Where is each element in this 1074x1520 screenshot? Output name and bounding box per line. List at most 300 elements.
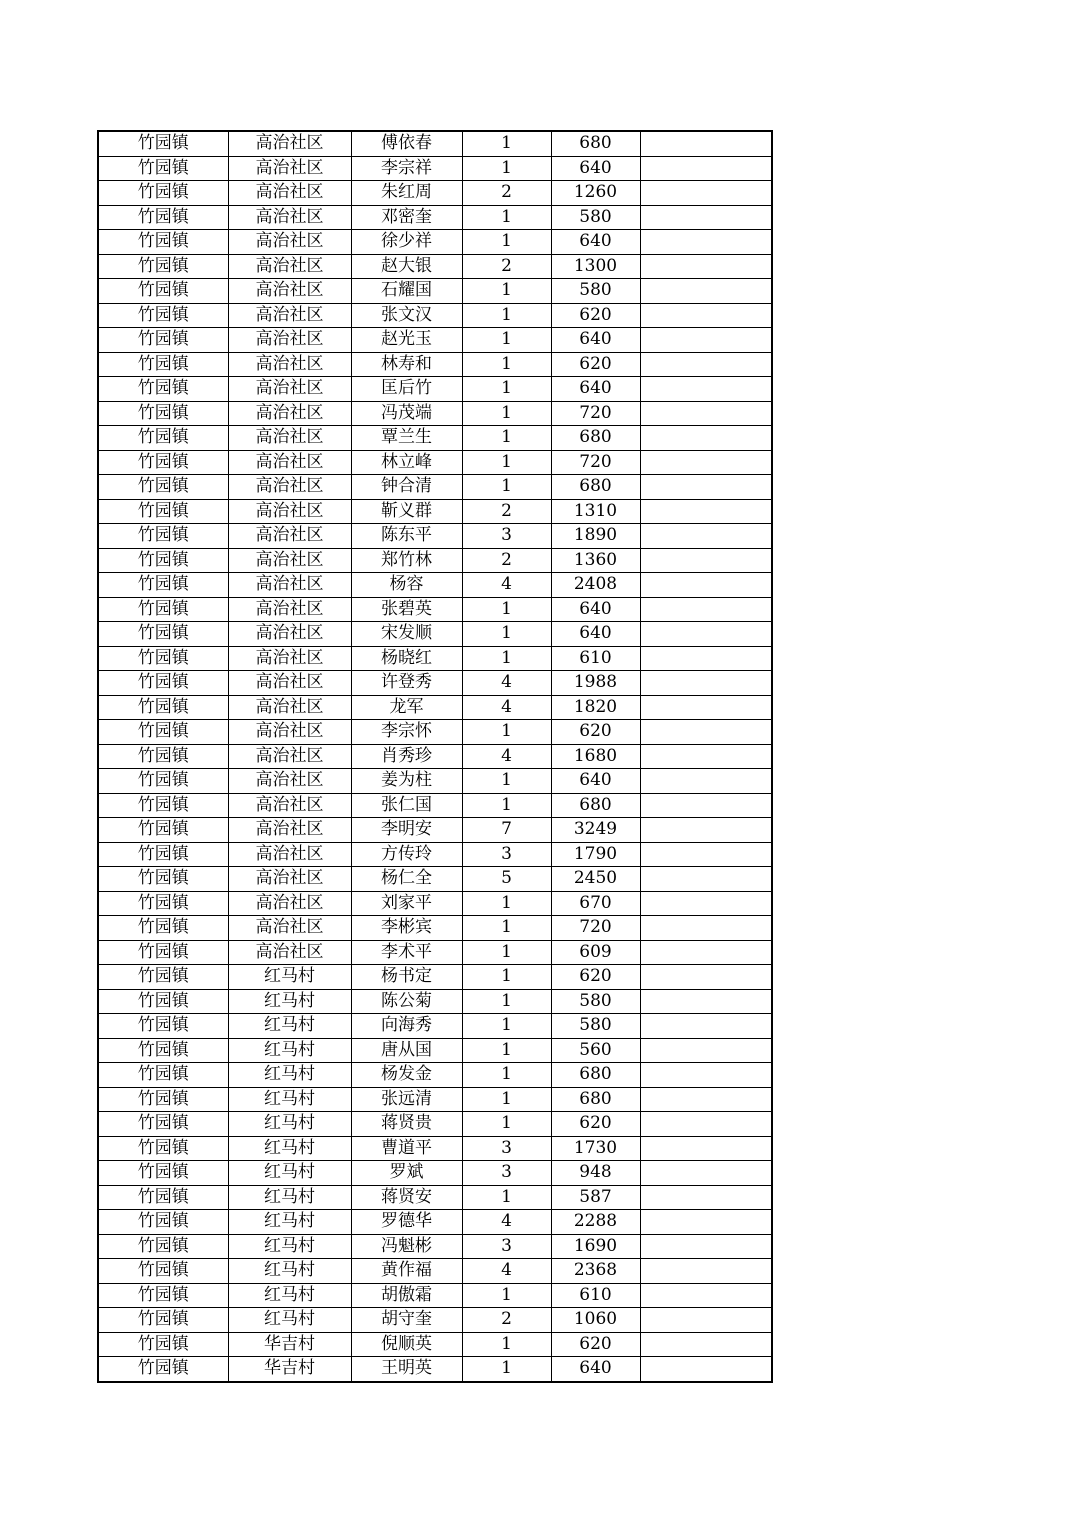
village-cell: 高治社区 xyxy=(228,818,351,843)
village-cell: 高治社区 xyxy=(228,377,351,402)
amount-cell: 580 xyxy=(551,205,640,230)
town-cell: 竹园镇 xyxy=(98,1014,228,1039)
town-cell: 竹园镇 xyxy=(98,1234,228,1259)
count-cell: 1 xyxy=(462,475,551,500)
village-cell: 高治社区 xyxy=(228,328,351,353)
village-cell: 高治社区 xyxy=(228,793,351,818)
name-cell: 匡后竹 xyxy=(351,377,462,402)
name-cell: 郑竹林 xyxy=(351,548,462,573)
name-cell: 倪顺英 xyxy=(351,1332,462,1357)
town-cell: 竹园镇 xyxy=(98,1332,228,1357)
amount-cell: 640 xyxy=(551,230,640,255)
count-cell: 1 xyxy=(462,989,551,1014)
village-cell: 红马村 xyxy=(228,1136,351,1161)
name-cell: 石耀国 xyxy=(351,279,462,304)
village-cell: 高治社区 xyxy=(228,181,351,206)
table-row xyxy=(98,842,772,867)
village-cell: 高治社区 xyxy=(228,131,351,156)
note-cell xyxy=(640,720,772,745)
note-cell xyxy=(640,1063,772,1088)
town-cell: 竹园镇 xyxy=(98,842,228,867)
name-cell: 许登秀 xyxy=(351,671,462,696)
town-cell: 竹园镇 xyxy=(98,793,228,818)
note-cell xyxy=(640,499,772,524)
town-cell: 竹园镇 xyxy=(98,426,228,451)
town-cell: 竹园镇 xyxy=(98,891,228,916)
note-cell xyxy=(640,671,772,696)
town-cell: 竹园镇 xyxy=(98,279,228,304)
village-cell: 高治社区 xyxy=(228,769,351,794)
table-body xyxy=(98,131,772,1382)
count-cell: 2 xyxy=(462,1308,551,1333)
table-row xyxy=(98,646,772,671)
table-row xyxy=(98,352,772,377)
amount-cell: 2408 xyxy=(551,573,640,598)
count-cell: 2 xyxy=(462,181,551,206)
amount-cell: 720 xyxy=(551,401,640,426)
village-cell: 高治社区 xyxy=(228,646,351,671)
note-cell xyxy=(640,254,772,279)
name-cell: 陈公菊 xyxy=(351,989,462,1014)
name-cell: 徐少祥 xyxy=(351,230,462,255)
amount-cell: 620 xyxy=(551,965,640,990)
note-cell xyxy=(640,181,772,206)
amount-cell: 620 xyxy=(551,352,640,377)
table-row xyxy=(98,867,772,892)
count-cell: 3 xyxy=(462,1161,551,1186)
note-cell xyxy=(640,1112,772,1137)
name-cell: 林寿和 xyxy=(351,352,462,377)
village-cell: 高治社区 xyxy=(228,352,351,377)
amount-cell: 1260 xyxy=(551,181,640,206)
village-cell: 高治社区 xyxy=(228,720,351,745)
note-cell xyxy=(640,867,772,892)
table-row xyxy=(98,524,772,549)
village-cell: 红马村 xyxy=(228,989,351,1014)
amount-cell: 3249 xyxy=(551,818,640,843)
name-cell: 傅依春 xyxy=(351,131,462,156)
village-cell: 华吉村 xyxy=(228,1357,351,1382)
village-cell: 红马村 xyxy=(228,1234,351,1259)
count-cell: 1 xyxy=(462,720,551,745)
town-cell: 竹园镇 xyxy=(98,328,228,353)
amount-cell: 680 xyxy=(551,1063,640,1088)
note-cell xyxy=(640,916,772,941)
amount-cell: 640 xyxy=(551,622,640,647)
note-cell xyxy=(640,1210,772,1235)
village-cell: 红马村 xyxy=(228,1087,351,1112)
town-cell: 竹园镇 xyxy=(98,646,228,671)
name-cell: 李宗怀 xyxy=(351,720,462,745)
data-table xyxy=(97,130,773,1383)
amount-cell: 680 xyxy=(551,1087,640,1112)
amount-cell: 1730 xyxy=(551,1136,640,1161)
name-cell: 罗德华 xyxy=(351,1210,462,1235)
count-cell: 1 xyxy=(462,1038,551,1063)
town-cell: 竹园镇 xyxy=(98,1283,228,1308)
note-cell xyxy=(640,646,772,671)
village-cell: 高治社区 xyxy=(228,695,351,720)
town-cell: 竹园镇 xyxy=(98,548,228,573)
amount-cell: 948 xyxy=(551,1161,640,1186)
note-cell xyxy=(640,1357,772,1382)
note-cell xyxy=(640,401,772,426)
table-row xyxy=(98,891,772,916)
note-cell xyxy=(640,597,772,622)
name-cell: 唐从国 xyxy=(351,1038,462,1063)
town-cell: 竹园镇 xyxy=(98,1038,228,1063)
name-cell: 赵光玉 xyxy=(351,328,462,353)
name-cell: 张仁国 xyxy=(351,793,462,818)
amount-cell: 1890 xyxy=(551,524,640,549)
table-row xyxy=(98,1332,772,1357)
count-cell: 1 xyxy=(462,131,551,156)
amount-cell: 2288 xyxy=(551,1210,640,1235)
count-cell: 4 xyxy=(462,695,551,720)
town-cell: 竹园镇 xyxy=(98,1087,228,1112)
name-cell: 钟合清 xyxy=(351,475,462,500)
amount-cell: 560 xyxy=(551,1038,640,1063)
amount-cell: 680 xyxy=(551,426,640,451)
count-cell: 4 xyxy=(462,744,551,769)
amount-cell: 680 xyxy=(551,475,640,500)
amount-cell: 640 xyxy=(551,328,640,353)
village-cell: 高治社区 xyxy=(228,524,351,549)
count-cell: 1 xyxy=(462,303,551,328)
amount-cell: 720 xyxy=(551,916,640,941)
town-cell: 竹园镇 xyxy=(98,1112,228,1137)
table-row xyxy=(98,328,772,353)
name-cell: 林立峰 xyxy=(351,450,462,475)
count-cell: 4 xyxy=(462,573,551,598)
note-cell xyxy=(640,1038,772,1063)
amount-cell: 1690 xyxy=(551,1234,640,1259)
amount-cell: 620 xyxy=(551,720,640,745)
village-cell: 红马村 xyxy=(228,1161,351,1186)
count-cell: 1 xyxy=(462,230,551,255)
name-cell: 蒋贤安 xyxy=(351,1185,462,1210)
name-cell: 曹道平 xyxy=(351,1136,462,1161)
table-row xyxy=(98,818,772,843)
town-cell: 竹园镇 xyxy=(98,622,228,647)
village-cell: 高治社区 xyxy=(228,622,351,647)
town-cell: 竹园镇 xyxy=(98,524,228,549)
amount-cell: 1790 xyxy=(551,842,640,867)
count-cell: 1 xyxy=(462,1014,551,1039)
name-cell: 李术平 xyxy=(351,940,462,965)
name-cell: 肖秀珍 xyxy=(351,744,462,769)
table-row xyxy=(98,769,772,794)
village-cell: 高治社区 xyxy=(228,254,351,279)
name-cell: 张碧英 xyxy=(351,597,462,622)
table-row xyxy=(98,1136,772,1161)
note-cell xyxy=(640,352,772,377)
town-cell: 竹园镇 xyxy=(98,769,228,794)
town-cell: 竹园镇 xyxy=(98,1308,228,1333)
town-cell: 竹园镇 xyxy=(98,1161,228,1186)
name-cell: 方传玲 xyxy=(351,842,462,867)
village-cell: 高治社区 xyxy=(228,450,351,475)
table-row xyxy=(98,720,772,745)
note-cell xyxy=(640,279,772,304)
table-row xyxy=(98,965,772,990)
count-cell: 1 xyxy=(462,205,551,230)
town-cell: 竹园镇 xyxy=(98,1185,228,1210)
name-cell: 李明安 xyxy=(351,818,462,843)
count-cell: 3 xyxy=(462,842,551,867)
table-row xyxy=(98,989,772,1014)
note-cell xyxy=(640,1161,772,1186)
amount-cell: 640 xyxy=(551,769,640,794)
count-cell: 1 xyxy=(462,279,551,304)
village-cell: 红马村 xyxy=(228,1014,351,1039)
table-row xyxy=(98,597,772,622)
count-cell: 5 xyxy=(462,867,551,892)
note-cell xyxy=(640,622,772,647)
count-cell: 1 xyxy=(462,646,551,671)
village-cell: 高治社区 xyxy=(228,205,351,230)
town-cell: 竹园镇 xyxy=(98,401,228,426)
table-row xyxy=(98,744,772,769)
town-cell: 竹园镇 xyxy=(98,744,228,769)
village-cell: 高治社区 xyxy=(228,573,351,598)
amount-cell: 1988 xyxy=(551,671,640,696)
note-cell xyxy=(640,1014,772,1039)
note-cell xyxy=(640,156,772,181)
note-cell xyxy=(640,131,772,156)
count-cell: 2 xyxy=(462,499,551,524)
table-row xyxy=(98,131,772,156)
village-cell: 高治社区 xyxy=(228,597,351,622)
amount-cell: 580 xyxy=(551,279,640,304)
town-cell: 竹园镇 xyxy=(98,181,228,206)
village-cell: 高治社区 xyxy=(228,867,351,892)
table-row xyxy=(98,205,772,230)
name-cell: 杨书定 xyxy=(351,965,462,990)
count-cell: 1 xyxy=(462,769,551,794)
town-cell: 竹园镇 xyxy=(98,205,228,230)
village-cell: 华吉村 xyxy=(228,1332,351,1357)
table-row xyxy=(98,1357,772,1382)
village-cell: 红马村 xyxy=(228,1063,351,1088)
table-row xyxy=(98,377,772,402)
table-row xyxy=(98,1283,772,1308)
note-cell xyxy=(640,450,772,475)
count-cell: 1 xyxy=(462,597,551,622)
town-cell: 竹园镇 xyxy=(98,965,228,990)
village-cell: 高治社区 xyxy=(228,671,351,696)
town-cell: 竹园镇 xyxy=(98,1210,228,1235)
name-cell: 靳义群 xyxy=(351,499,462,524)
name-cell: 李宗祥 xyxy=(351,156,462,181)
amount-cell: 680 xyxy=(551,131,640,156)
note-cell xyxy=(640,1136,772,1161)
table-row xyxy=(98,450,772,475)
table-row xyxy=(98,254,772,279)
note-cell xyxy=(640,695,772,720)
name-cell: 宋发顺 xyxy=(351,622,462,647)
amount-cell: 580 xyxy=(551,989,640,1014)
name-cell: 陈东平 xyxy=(351,524,462,549)
village-cell: 高治社区 xyxy=(228,548,351,573)
name-cell: 邓密奎 xyxy=(351,205,462,230)
name-cell: 罗斌 xyxy=(351,1161,462,1186)
note-cell xyxy=(640,989,772,1014)
note-cell xyxy=(640,573,772,598)
name-cell: 杨仁全 xyxy=(351,867,462,892)
amount-cell: 580 xyxy=(551,1014,640,1039)
table-row xyxy=(98,1087,772,1112)
count-cell: 2 xyxy=(462,548,551,573)
village-cell: 高治社区 xyxy=(228,279,351,304)
town-cell: 竹园镇 xyxy=(98,230,228,255)
town-cell: 竹园镇 xyxy=(98,916,228,941)
count-cell: 1 xyxy=(462,156,551,181)
table-row xyxy=(98,1185,772,1210)
table-row xyxy=(98,156,772,181)
count-cell: 1 xyxy=(462,1087,551,1112)
table-row xyxy=(98,695,772,720)
note-cell xyxy=(640,1185,772,1210)
town-cell: 竹园镇 xyxy=(98,695,228,720)
amount-cell: 609 xyxy=(551,940,640,965)
village-cell: 高治社区 xyxy=(228,303,351,328)
town-cell: 竹园镇 xyxy=(98,475,228,500)
count-cell: 1 xyxy=(462,622,551,647)
amount-cell: 720 xyxy=(551,450,640,475)
amount-cell: 1820 xyxy=(551,695,640,720)
village-cell: 高治社区 xyxy=(228,916,351,941)
table-row xyxy=(98,1014,772,1039)
name-cell: 杨容 xyxy=(351,573,462,598)
table-row xyxy=(98,1038,772,1063)
village-cell: 高治社区 xyxy=(228,940,351,965)
town-cell: 竹园镇 xyxy=(98,254,228,279)
note-cell xyxy=(640,1259,772,1284)
table-row xyxy=(98,401,772,426)
table-row xyxy=(98,1063,772,1088)
table-row xyxy=(98,1112,772,1137)
note-cell xyxy=(640,891,772,916)
count-cell: 1 xyxy=(462,1063,551,1088)
town-cell: 竹园镇 xyxy=(98,940,228,965)
count-cell: 4 xyxy=(462,1259,551,1284)
count-cell: 7 xyxy=(462,818,551,843)
village-cell: 红马村 xyxy=(228,1259,351,1284)
village-cell: 红马村 xyxy=(228,1038,351,1063)
name-cell: 冯茂端 xyxy=(351,401,462,426)
amount-cell: 620 xyxy=(551,1112,640,1137)
town-cell: 竹园镇 xyxy=(98,671,228,696)
town-cell: 竹园镇 xyxy=(98,303,228,328)
count-cell: 1 xyxy=(462,377,551,402)
name-cell: 朱红周 xyxy=(351,181,462,206)
amount-cell: 1360 xyxy=(551,548,640,573)
amount-cell: 1310 xyxy=(551,499,640,524)
count-cell: 1 xyxy=(462,940,551,965)
town-cell: 竹园镇 xyxy=(98,1259,228,1284)
table-row xyxy=(98,230,772,255)
count-cell: 1 xyxy=(462,426,551,451)
village-cell: 高治社区 xyxy=(228,426,351,451)
count-cell: 3 xyxy=(462,524,551,549)
note-cell xyxy=(640,769,772,794)
town-cell: 竹园镇 xyxy=(98,573,228,598)
name-cell: 胡守奎 xyxy=(351,1308,462,1333)
village-cell: 红马村 xyxy=(228,1210,351,1235)
town-cell: 竹园镇 xyxy=(98,450,228,475)
name-cell: 姜为柱 xyxy=(351,769,462,794)
note-cell xyxy=(640,1087,772,1112)
note-cell xyxy=(640,965,772,990)
name-cell: 黄作福 xyxy=(351,1259,462,1284)
amount-cell: 1680 xyxy=(551,744,640,769)
town-cell: 竹园镇 xyxy=(98,352,228,377)
table-row xyxy=(98,622,772,647)
count-cell: 3 xyxy=(462,1136,551,1161)
note-cell xyxy=(640,475,772,500)
note-cell xyxy=(640,548,772,573)
amount-cell: 640 xyxy=(551,597,640,622)
note-cell xyxy=(640,1234,772,1259)
village-cell: 红马村 xyxy=(228,1185,351,1210)
table-row xyxy=(98,793,772,818)
count-cell: 1 xyxy=(462,965,551,990)
count-cell: 3 xyxy=(462,1234,551,1259)
note-cell xyxy=(640,744,772,769)
table-row xyxy=(98,1161,772,1186)
town-cell: 竹园镇 xyxy=(98,867,228,892)
town-cell: 竹园镇 xyxy=(98,377,228,402)
town-cell: 竹园镇 xyxy=(98,989,228,1014)
note-cell xyxy=(640,524,772,549)
count-cell: 1 xyxy=(462,352,551,377)
village-cell: 高治社区 xyxy=(228,891,351,916)
village-cell: 高治社区 xyxy=(228,475,351,500)
note-cell xyxy=(640,230,772,255)
amount-cell: 620 xyxy=(551,1332,640,1357)
note-cell xyxy=(640,842,772,867)
village-cell: 高治社区 xyxy=(228,156,351,181)
name-cell: 刘家平 xyxy=(351,891,462,916)
name-cell: 龙军 xyxy=(351,695,462,720)
count-cell: 2 xyxy=(462,254,551,279)
amount-cell: 610 xyxy=(551,1283,640,1308)
town-cell: 竹园镇 xyxy=(98,597,228,622)
name-cell: 张文汉 xyxy=(351,303,462,328)
note-cell xyxy=(640,303,772,328)
town-cell: 竹园镇 xyxy=(98,720,228,745)
note-cell xyxy=(640,426,772,451)
village-cell: 高治社区 xyxy=(228,842,351,867)
table-row xyxy=(98,671,772,696)
table-row xyxy=(98,279,772,304)
village-cell: 红马村 xyxy=(228,1308,351,1333)
count-cell: 1 xyxy=(462,328,551,353)
town-cell: 竹园镇 xyxy=(98,1063,228,1088)
town-cell: 竹园镇 xyxy=(98,499,228,524)
amount-cell: 2368 xyxy=(551,1259,640,1284)
note-cell xyxy=(640,818,772,843)
table-row xyxy=(98,916,772,941)
amount-cell: 640 xyxy=(551,156,640,181)
table-row xyxy=(98,303,772,328)
count-cell: 4 xyxy=(462,671,551,696)
name-cell: 胡傲霜 xyxy=(351,1283,462,1308)
name-cell: 李彬宾 xyxy=(351,916,462,941)
table-row xyxy=(98,426,772,451)
amount-cell: 610 xyxy=(551,646,640,671)
